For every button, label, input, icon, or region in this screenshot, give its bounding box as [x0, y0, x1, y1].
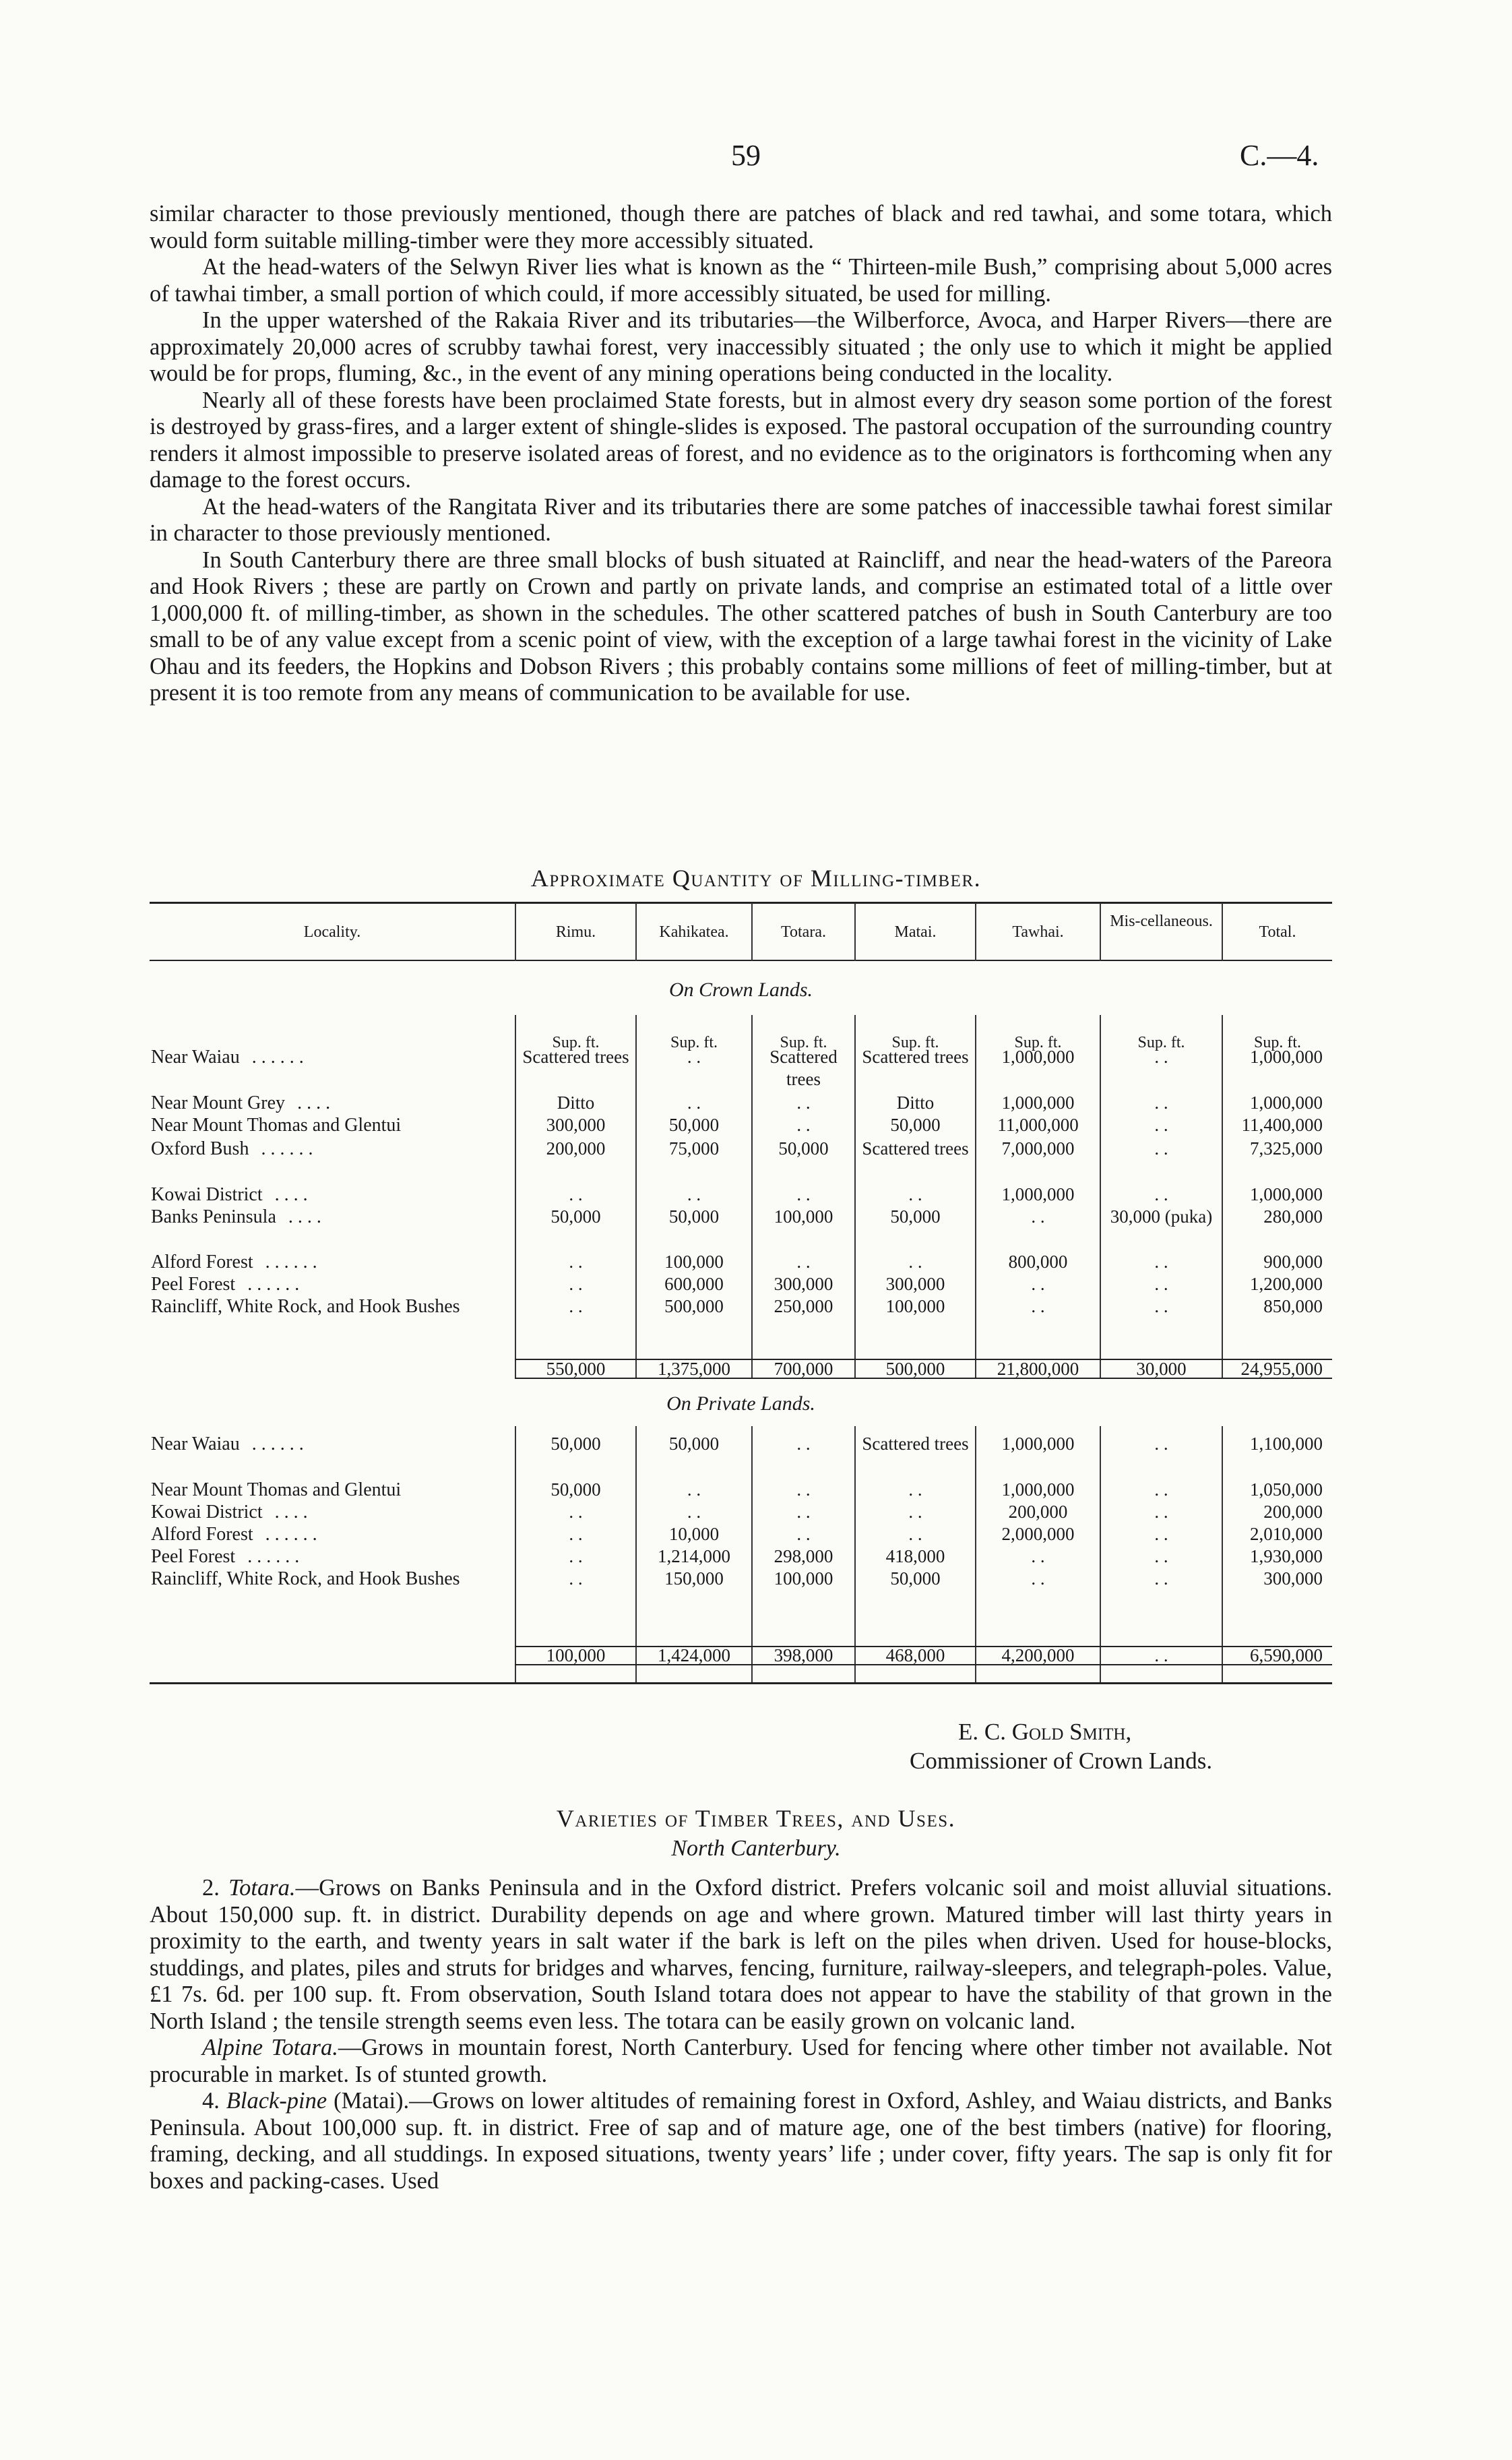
- matai-cell: . .: [908, 1479, 922, 1500]
- kahikatea-cell: . .: [687, 1093, 701, 1113]
- col-header-total: Total.: [1259, 923, 1296, 941]
- table-title: Approximate Quantity of Milling-timber.: [530, 865, 982, 892]
- locality-cell: [151, 1479, 501, 1501]
- rimu-cell: . .: [569, 1252, 583, 1272]
- rimu-cell: . .: [569, 1568, 583, 1589]
- dot-leaders: . . . . . .: [247, 1546, 300, 1567]
- locality-cell: [151, 1433, 501, 1455]
- locality-name: Oxford Bush: [151, 1138, 249, 1159]
- dot-leaders: . . . . . .: [247, 1274, 300, 1295]
- total-cell: 200,000: [1263, 1502, 1323, 1522]
- kahikatea-cell: . .: [687, 1047, 701, 1067]
- total-matai: 500,000: [885, 1359, 945, 1379]
- total-cell: 2,010,000: [1250, 1524, 1323, 1544]
- private-totals-row: [150, 1647, 1332, 1665]
- matai-cell: Scattered trees: [862, 1138, 969, 1159]
- table-bottom-rule: [150, 1682, 1332, 1684]
- paragraph: At the head-waters of the Rangitata River and its tributaries there are some patches of inaccessible tawhai forest similar in character to those previously mentioned.: [150, 493, 1332, 546]
- locality-name: Peel Forest: [151, 1546, 236, 1567]
- locality-cell: [151, 1501, 501, 1523]
- total-overall: 6,590,000: [1250, 1645, 1323, 1665]
- total-cell: 1,000,000: [1250, 1093, 1323, 1113]
- kahikatea-cell: 150,000: [664, 1568, 724, 1589]
- rimu-cell: Ditto: [557, 1093, 595, 1113]
- totara-cell: . .: [796, 1252, 811, 1272]
- col-header-rimu: Rimu.: [555, 923, 596, 941]
- col-header-totara: Totara.: [781, 923, 826, 941]
- misc-cell: . .: [1154, 1434, 1168, 1454]
- locality-name: Raincliff, White Rock, and Hook Bushes: [151, 1296, 460, 1317]
- tawhai-cell: . .: [1031, 1568, 1045, 1589]
- matai-cell: 100,000: [885, 1296, 945, 1316]
- total-kahikatea: 1,375,000: [658, 1359, 730, 1379]
- table-row: [150, 1046, 1332, 1093]
- kahikatea-cell: . .: [687, 1502, 701, 1522]
- total-cell: 1,000,000: [1250, 1184, 1323, 1204]
- unit-label: Sup. ft.: [552, 1034, 600, 1051]
- total-cell: 900,000: [1263, 1252, 1323, 1272]
- tawhai-cell: 1,000,000: [1001, 1434, 1075, 1454]
- species-name: Totara.: [228, 1875, 296, 1901]
- paragraph: In South Canterbury there are three small blocks of bush situated at Raincliff, and near the head-waters of the Pareora and Hook Rivers ; these are partly on Crown and partly on private lands, and comprise an estimated total of a little over 1,000,000 ft. of milling-timber, as shown in the schedules. The other scattered patches of bush in South Canterbury are too small to be of any value except from a scenic point of view, with the exception of a large tawhai forest in the vicinity of Lake Ohau and its feeders, the Hopkins and Dobson Rivers ; this probably contains some millions of feet of milling-timber, but at present it is too remote from any means of communication to be available for use.: [150, 547, 1332, 706]
- totara-cell: 100,000: [774, 1206, 833, 1227]
- tawhai-cell: 200,000: [1008, 1502, 1068, 1522]
- matai-cell: Ditto: [896, 1093, 935, 1113]
- varieties-text: [150, 1875, 1332, 2194]
- dot-leaders: . . . .: [274, 1502, 308, 1523]
- varieties-title: Varieties of Timber Trees, and Uses.: [556, 1805, 956, 1832]
- total-cell: 11,400,000: [1241, 1115, 1323, 1135]
- locality-name: Raincliff, White Rock, and Hook Bushes: [151, 1568, 460, 1589]
- rimu-cell: 50,000: [550, 1479, 601, 1500]
- locality-name: Alford Forest: [151, 1524, 253, 1545]
- matai-cell: 50,000: [890, 1115, 941, 1135]
- kahikatea-cell: . .: [687, 1479, 701, 1500]
- locality-cell: [151, 1568, 501, 1590]
- kahikatea-cell: 500,000: [664, 1296, 724, 1316]
- matai-cell: . .: [908, 1184, 922, 1204]
- tawhai-cell: 2,000,000: [1001, 1524, 1075, 1544]
- paragraph: Nearly all of these forests have been proclaimed State forests, but in almost every dry season some portion of the forest is destroyed by grass-fires, and a larger extent of shingle-slides is exposed. The pastoral occupation of the surrounding country renders it almost impossible to preserve isolated areas of forest, and no evidence as to the originators is forthcoming when any damage to the forest occurs.: [150, 387, 1332, 493]
- locality-cell: [151, 1114, 501, 1136]
- totara-cell: . .: [796, 1434, 811, 1454]
- totara-cell: 298,000: [774, 1546, 833, 1566]
- total-matai: 468,000: [885, 1645, 945, 1665]
- page-number: 59: [731, 139, 761, 172]
- locality-cell: [151, 1295, 501, 1318]
- dot-leaders: . . . . . .: [251, 1047, 304, 1068]
- tawhai-cell: . .: [1031, 1274, 1045, 1294]
- kahikatea-cell: 100,000: [664, 1252, 724, 1272]
- totara-cell: . .: [796, 1524, 811, 1544]
- table-row: [150, 1568, 1332, 1615]
- rimu-cell: 300,000: [546, 1115, 606, 1135]
- locality-cell: [151, 1138, 501, 1160]
- locality-name: Near Mount Thomas and Glentui: [151, 1479, 402, 1500]
- variety-paragraph: Alpine Totara.—Grows in mountain forest, North Canterbury. Used for fencing where other timber not available. Not procurable in market. Is of stunted growth.: [150, 2035, 1332, 2087]
- header-rule: [150, 960, 1332, 961]
- tawhai-cell: . .: [1031, 1206, 1045, 1227]
- signature-name: E. C. Gold Smith,: [958, 1719, 1132, 1745]
- total-cell: 850,000: [1263, 1296, 1323, 1316]
- document-code: C.—4.: [1240, 139, 1319, 172]
- matai-cell: 418,000: [885, 1546, 945, 1566]
- table-row: [150, 1206, 1332, 1253]
- crown-totals-row: [150, 1360, 1332, 1379]
- misc-cell: . .: [1154, 1093, 1168, 1113]
- tawhai-cell: 11,000,000: [997, 1115, 1079, 1135]
- variety-paragraph: 4. Black-pine (Matai).—Grows on lower altitudes of remaining forest in Oxford, Ashley, and Waiau districts, and Banks Peninsula. About 100,000 sup. ft. in district. Free of sap and of mature age, one of the best timbers (native) for flooring, framing, decking, and all studdings. In exposed situations, twenty years’ life ; under cover, fifty years. The sap is only fit for boxes and packing-cases. Used: [150, 2088, 1332, 2194]
- locality-cell: [151, 1273, 501, 1295]
- locality-name: Near Waiau: [151, 1434, 240, 1454]
- rimu-cell: . .: [569, 1546, 583, 1566]
- kahikatea-cell: 1,214,000: [658, 1546, 730, 1566]
- total-misc: . .: [1154, 1645, 1168, 1665]
- dot-leaders: . . . . . .: [261, 1138, 313, 1159]
- dot-leaders: . . . .: [297, 1093, 331, 1113]
- matai-cell: . .: [908, 1524, 922, 1544]
- misc-cell: . .: [1154, 1546, 1168, 1566]
- total-tawhai: 21,800,000: [997, 1359, 1079, 1379]
- locality-name: Banks Peninsula: [151, 1206, 276, 1227]
- kahikatea-cell: 75,000: [668, 1138, 720, 1159]
- locality-cell: [151, 1206, 501, 1228]
- total-cell: 300,000: [1263, 1568, 1323, 1589]
- dot-leaders: . . . . . .: [265, 1252, 317, 1272]
- rimu-cell: 200,000: [546, 1138, 606, 1159]
- locality-cell: [151, 1092, 501, 1114]
- total-cell: 1,200,000: [1250, 1274, 1323, 1294]
- matai-cell: . .: [908, 1252, 922, 1272]
- totara-cell: 250,000: [774, 1296, 833, 1316]
- totara-cell: . .: [796, 1184, 811, 1204]
- unit-label: Sup. ft.: [780, 1034, 827, 1051]
- species-name: Black-pine: [226, 2088, 327, 2114]
- totara-cell: . .: [796, 1479, 811, 1500]
- matai-cell: 300,000: [885, 1274, 945, 1294]
- locality-cell: [151, 1545, 501, 1568]
- rimu-cell: . .: [569, 1296, 583, 1316]
- totara-cell: . .: [796, 1093, 811, 1113]
- misc-cell: . .: [1154, 1138, 1168, 1159]
- tawhai-cell: 800,000: [1008, 1252, 1068, 1272]
- misc-cell: . .: [1154, 1252, 1168, 1272]
- total-cell: 1,050,000: [1250, 1479, 1323, 1500]
- locality-cell: [151, 1523, 501, 1545]
- misc-cell: . .: [1154, 1274, 1168, 1294]
- unit-label: Sup. ft.: [891, 1034, 939, 1051]
- totara-cell: 50,000: [778, 1138, 829, 1159]
- unit-label: Sup. ft.: [1253, 1034, 1301, 1051]
- rimu-cell: . .: [569, 1184, 583, 1204]
- rimu-cell: . .: [569, 1274, 583, 1294]
- tawhai-cell: 1,000,000: [1001, 1047, 1075, 1067]
- rimu-cell: Scattered trees: [522, 1047, 629, 1067]
- tawhai-cell: 1,000,000: [1001, 1093, 1075, 1113]
- dot-leaders: . . . .: [288, 1206, 321, 1227]
- matai-cell: 50,000: [890, 1206, 941, 1227]
- table-row: [150, 1295, 1332, 1343]
- locality-cell: [151, 1183, 501, 1206]
- intro-text: [150, 201, 1332, 707]
- misc-cell: . .: [1154, 1524, 1168, 1544]
- total-totara: 700,000: [774, 1359, 833, 1379]
- matai-cell: Scattered trees: [862, 1434, 969, 1454]
- varieties-region: North Canterbury.: [671, 1836, 841, 1861]
- col-header-miscellaneous: Mis-cellaneous.: [1110, 913, 1213, 930]
- total-cell: 1,930,000: [1250, 1546, 1323, 1566]
- kahikatea-cell: 50,000: [668, 1115, 720, 1135]
- locality-cell: [151, 1046, 501, 1068]
- misc-cell: 30,000 (puka): [1110, 1206, 1213, 1227]
- tawhai-cell: . .: [1031, 1546, 1045, 1566]
- table-top-rule: [150, 902, 1332, 904]
- col-header-matai: Matai.: [894, 923, 937, 941]
- locality-name: Peel Forest: [151, 1274, 236, 1295]
- locality-cell: [151, 1251, 501, 1273]
- totara-cell: . .: [796, 1502, 811, 1522]
- kahikatea-cell: 600,000: [664, 1274, 724, 1294]
- total-cell: 7,325,000: [1250, 1138, 1323, 1159]
- tawhai-cell: 1,000,000: [1001, 1184, 1075, 1204]
- total-rimu: 550,000: [546, 1359, 606, 1379]
- kahikatea-cell: 50,000: [668, 1434, 720, 1454]
- timber-table: [150, 902, 1332, 1686]
- paragraph: In the upper watershed of the Rakaia River and its tributaries—the Wilberforce, Avoca, and Harper Rivers—there are approximately 20,000 acres of scrubby tawhai forest, very inaccessibly situated ; the only use to which it might be applied would be for props, fluming, &c., in the event of any mining operations being conducted in the locality.: [150, 307, 1332, 386]
- total-totara: 398,000: [774, 1645, 833, 1665]
- variety-paragraph: 2. Totara.—Grows on Banks Peninsula and in the Oxford district. Prefers volcanic soil and moist alluvial situations. About 150,000 sup. ft. in district. Durability depends on age and where grown. Matured timber will last thirty years in proximity to the earth, and twenty years in salt water if the bark is left on the piles when driven. Used for house-blocks, studdings, and plates, piles and struts for bridges and wharves, fencing, furniture, railway-sleepers, and telegraph-poles. Value, £1 7s. 6d. per 100 sup. ft. From observation, South Island totara does not appear to have the stability of that grown in the North Island ; the tensile strength seems even less. The totara can be easily grown on volcanic land.: [150, 1875, 1332, 2034]
- paragraph: At the head-waters of the Selwyn River lies what is known as the “ Thirteen-mile Bush,” comprising about 5,000 acres of tawhai timber, a small portion of which could, if more accessibly situated, be used for milling.: [150, 254, 1332, 307]
- totara-cell: Scattered trees: [769, 1047, 838, 1089]
- kahikatea-cell: . .: [687, 1184, 701, 1204]
- rimu-cell: . .: [569, 1524, 583, 1544]
- matai-cell: 50,000: [890, 1568, 941, 1589]
- total-misc: 30,000: [1136, 1359, 1187, 1379]
- unit-label: Sup. ft.: [670, 1034, 718, 1051]
- unit-label: Sup. ft.: [1014, 1034, 1062, 1051]
- locality-name: Near Mount Thomas and Glentui: [151, 1115, 402, 1136]
- misc-cell: . .: [1154, 1296, 1168, 1316]
- matai-cell: Scattered trees: [862, 1047, 969, 1067]
- table-row: [150, 1433, 1332, 1480]
- dot-leaders: . . . .: [274, 1184, 308, 1205]
- tawhai-cell: 1,000,000: [1001, 1479, 1075, 1500]
- col-header-locality: Locality.: [303, 923, 361, 941]
- locality-name: Near Mount Grey: [151, 1093, 286, 1113]
- signature-title: Commissioner of Crown Lands.: [910, 1748, 1213, 1774]
- col-header-kahikatea: Kahikatea.: [659, 923, 729, 941]
- total-cell: 1,000,000: [1250, 1047, 1323, 1067]
- total-rimu: 100,000: [546, 1645, 606, 1665]
- rimu-cell: 50,000: [550, 1434, 601, 1454]
- kahikatea-cell: 50,000: [668, 1206, 720, 1227]
- matai-cell: . .: [908, 1502, 922, 1522]
- paragraph: similar character to those previously mentioned, though there are patches of black and red tawhai, and some totara, which would form suitable milling-timber were they more accessibly situated.: [150, 201, 1332, 253]
- total-cell: 280,000: [1263, 1206, 1323, 1227]
- misc-cell: . .: [1154, 1568, 1168, 1589]
- totara-cell: 100,000: [774, 1568, 833, 1589]
- species-name: Alpine Totara.: [202, 2035, 338, 2060]
- dot-leaders: . . . . . .: [251, 1434, 304, 1454]
- misc-cell: . .: [1154, 1047, 1168, 1067]
- kahikatea-cell: 10,000: [668, 1524, 720, 1544]
- dot-leaders: . . . . . .: [265, 1524, 317, 1545]
- unit-label: Sup. ft.: [1137, 1034, 1185, 1051]
- table-row: [150, 1138, 1332, 1185]
- locality-name: Alford Forest: [151, 1252, 253, 1272]
- total-kahikatea: 1,424,000: [658, 1645, 730, 1665]
- locality-name: Kowai District: [151, 1502, 263, 1523]
- section-heading-private: On Private Lands.: [666, 1392, 815, 1415]
- misc-cell: . .: [1154, 1184, 1168, 1204]
- tawhai-cell: 7,000,000: [1001, 1138, 1075, 1159]
- misc-cell: . .: [1154, 1502, 1168, 1522]
- misc-cell: . .: [1154, 1479, 1168, 1500]
- total-overall: 24,955,000: [1240, 1359, 1323, 1379]
- tawhai-cell: . .: [1031, 1296, 1045, 1316]
- locality-name: Kowai District: [151, 1184, 263, 1205]
- col-header-tawhai: Tawhai.: [1012, 923, 1064, 941]
- section-heading-crown: On Crown Lands.: [668, 979, 813, 1001]
- rimu-cell: 50,000: [550, 1206, 601, 1227]
- total-cell: 1,100,000: [1250, 1434, 1323, 1454]
- locality-name: Near Waiau: [151, 1047, 240, 1068]
- totara-cell: . .: [796, 1115, 811, 1135]
- rimu-cell: . .: [569, 1502, 583, 1522]
- misc-cell: . .: [1154, 1115, 1168, 1135]
- totara-cell: 300,000: [774, 1274, 833, 1294]
- total-tawhai: 4,200,000: [1001, 1645, 1075, 1665]
